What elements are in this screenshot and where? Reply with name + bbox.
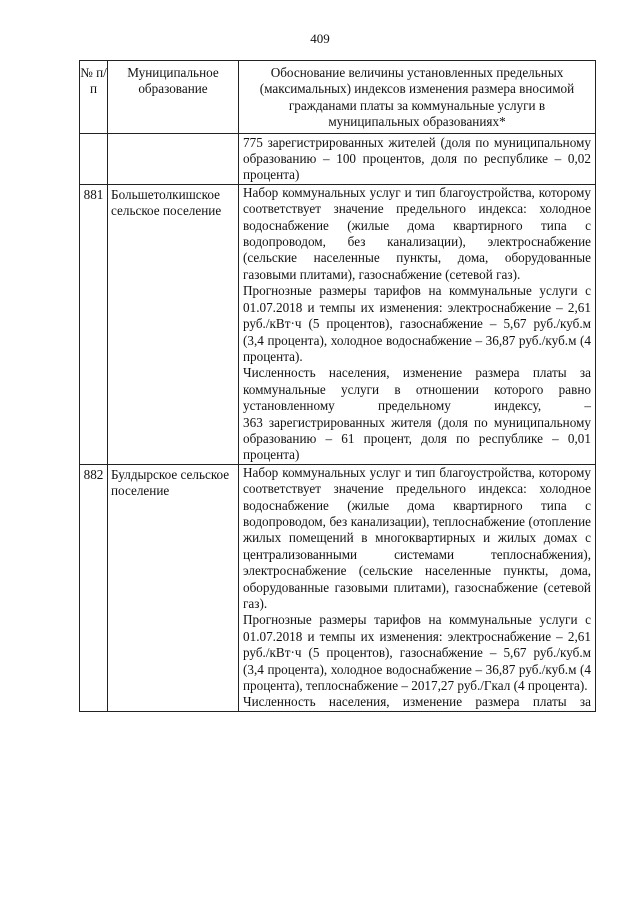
row-municipality-cell — [108, 133, 239, 184]
justification-paragraph: Набор коммунальных услуг и тип благоустройства, которому соответствует значение предельного индекса: холодное водоснабжение (жилые дома квартирного типа с водопроводом, без канализации), электроснабжение (сельские населенные пункты, дома, оборудованные газовыми плитами), газоснабжение (сетевой газ). — [243, 184, 591, 282]
table-row-881 — [80, 184, 596, 464]
justification-paragraph: Набор коммунальных услуг и тип благоустройства, которому соответствует значение предельного индекса: холодное водоснабжение (жилые дома квартирного типа с водопроводом, без канализации), теплоснабжение (отопление жилых помещений в многоквартирных и жилых домах с централизованными системами теплоснабжения), электроснабжение (сельские населенные пункты, дома, оборудованные газовыми плитами), газоснабжение (сетевой газ). — [243, 464, 591, 611]
table-row-continuation — [80, 133, 596, 184]
row-municipality-cell: Большетолкишское сельское поселение — [108, 184, 239, 464]
row-municipality-cell: Булдырское сельское поселение — [108, 464, 239, 711]
page-number: 409 — [310, 31, 330, 46]
row-num-cell: 882 — [80, 464, 108, 711]
row-justification-cell — [239, 184, 596, 464]
justification-paragraph: Прогнозные размеры тарифов на коммунальные услуги с 01.07.2018 и темпы их изменения: электроснабжение – 2,61 руб./кВт·ч (5 процентов), газоснабжение – 5,67 руб./куб.м (3,4 процента), холодное водоснабжение – 36,87 руб./куб.м (4 процента), теплоснабжение – 2017,27 руб./Гкал (4 процента). — [243, 612, 591, 694]
header-num: № п/п — [80, 61, 108, 134]
justification-paragraph: 775 зарегистрированных жителей (доля по муниципальному образованию – 100 процентов, доля по республике – 0,02 процента) — [243, 134, 591, 183]
tariff-table — [79, 60, 596, 712]
header-municipality: Муниципальное образование — [108, 61, 239, 134]
header-justification: Обоснование величины установленных предельных (максимальных) индексов изменения размера вносимой гражданами платы за коммунальные услуги в муниципальных образованиях* — [239, 61, 596, 134]
row-num-cell: 881 — [80, 184, 108, 464]
row-num-cell — [80, 133, 108, 184]
row-justification-cell — [239, 133, 596, 184]
table-row-882 — [80, 464, 596, 711]
justification-paragraph: Прогнозные размеры тарифов на коммунальные услуги с 01.07.2018 и темпы их изменения: электроснабжение – 2,61 руб./кВт·ч (5 процентов), газоснабжение – 5,67 руб./куб.м (3,4 процента), холодное водоснабжение – 36,87 руб./куб.м (4 процента). — [243, 283, 591, 364]
justification-paragraph: Численность населения, изменение размера платы за коммунальные услуги в отношении которого равно установленному предельному индексу, – — [243, 365, 591, 414]
justification-paragraph: 363 зарегистрированных жителя (доля по муниципальному образованию – 61 процент, доля по республике – 0,01 процента) — [243, 414, 591, 463]
table-header-row — [80, 61, 596, 134]
justification-paragraph: Численность населения, изменение размера платы за — [243, 694, 591, 710]
row-justification-cell — [239, 464, 596, 711]
